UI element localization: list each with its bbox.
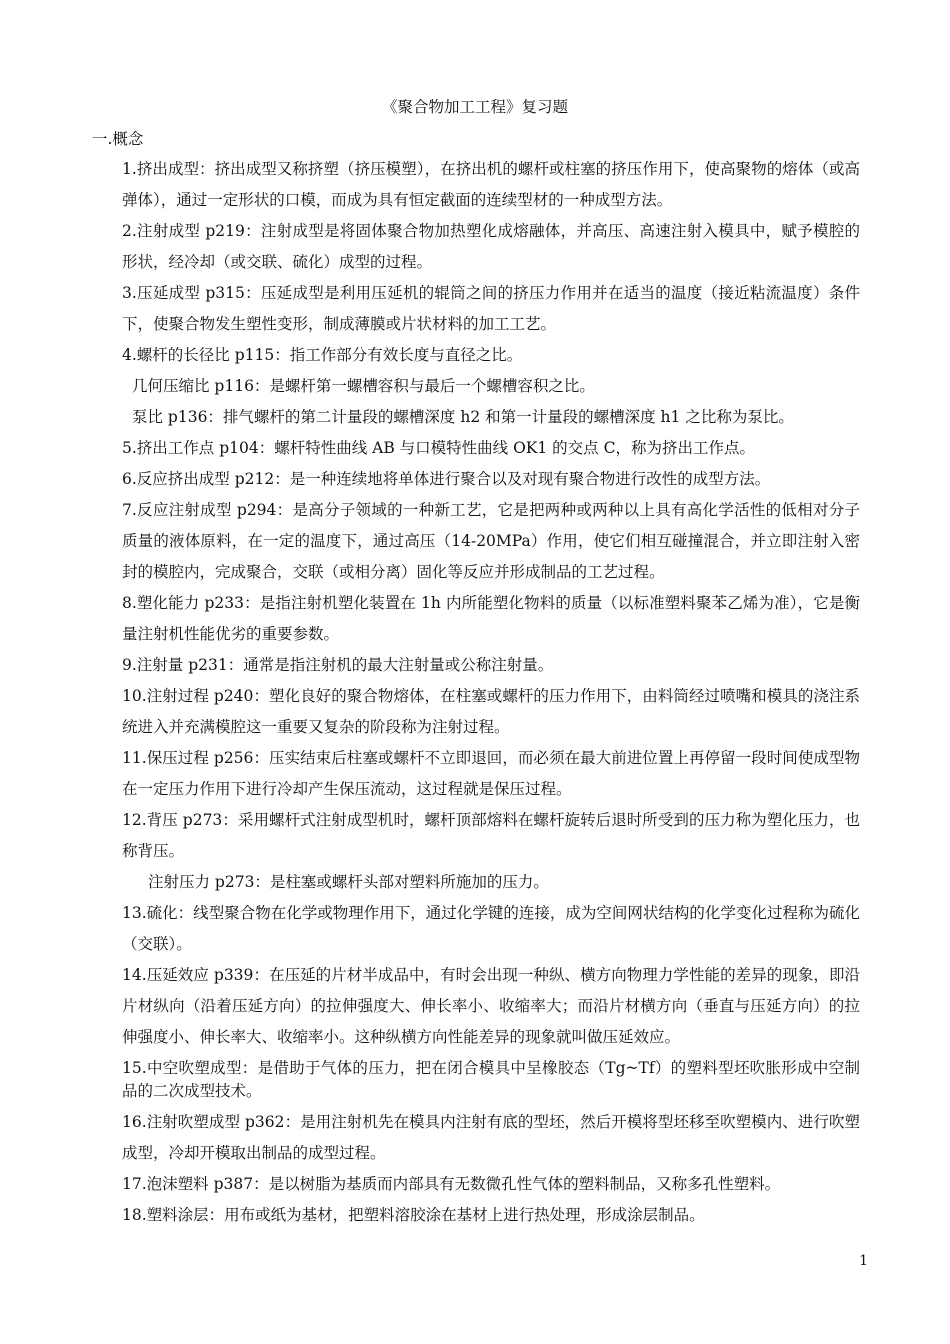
list-item: 12.背压 p273：采用螺杆式注射成型机时，螺杆顶部熔料在螺杆旋转后退时所受到的压力称为塑化压力，也称背压。 [122,811,860,860]
list-item: 8.塑化能力 p233：是指注射机塑化装置在 1h 内所能塑化物料的质量（以标准塑料聚苯乙烯为准），它是衡量注射机性能优劣的重要参数。 [122,594,860,643]
list-item: 3.压延成型 p315：压延成型是利用压延机的辊筒之间的挤压力作用并在适当的温度（接近粘流温度）条件下，使聚合物发生塑性变形，制成薄膜或片状材料的加工工艺。 [122,284,860,333]
list-item: 泵比 p136：排气螺杆的第二计量段的螺槽深度 h2 和第一计量段的螺槽深度 h1 之比称为泵比。 [132,408,794,426]
list-item: 17.泡沫塑料 p387：是以树脂为基质而内部具有无数微孔性气体的塑料制品，又称多孔性塑料。 [122,1175,781,1193]
section-heading: 一.概念 [92,130,144,148]
list-item: 10.注射过程 p240：塑化良好的聚合物熔体，在柱塞或螺杆的压力作用下，由料筒经过喷嘴和模具的浇注系统进入并充满模腔这一重要又复杂的阶段称为注射过程。 [122,687,860,736]
list-item: 18.塑料涂层：用布或纸为基材，把塑料溶胶涂在基材上进行热处理，形成涂层制品。 [122,1206,705,1224]
list-item: 2.注射成型 p219：注射成型是将固体聚合物加热塑化成熔融体，并高压、高速注射入模具中，赋予模腔的形状，经冷却（或交联、硫化）成型的过程。 [122,222,860,271]
document-title: 《聚合物加工工程》复习题 [381,98,568,116]
list-item: 注射压力 p273：是柱塞或螺杆头部对塑料所施加的压力。 [148,873,549,891]
list-item: 16.注射吹塑成型 p362：是用注射机先在模具内注射有底的型坯，然后开模将型坯移至吹塑模内、进行吹塑成型，冷却开模取出制品的成型过程。 [122,1113,860,1162]
list-item: 9.注射量 p231：通常是指注射机的最大注射量或公称注射量。 [122,656,554,674]
definition-list [92,154,860,1231]
list-item: 7.反应注射成型 p294：是高分子领域的一种新工艺，它是把两种或两种以上具有高化学活性的低相对分子质量的液体原料，在一定的温度下，通过高压（14-20MPa）作用，使它们相互碰撞混合，并立即注射入密封的模腔内，完成聚合，交联（或相分离）固化等反应并形成制品的工艺过程。 [122,501,860,581]
list-item: 14.压延效应 p339：在压延的片材半成品中，有时会出现一种纵、横方向物理力学性能的差异的现象，即沿片材纵向（沿着压延方向）的拉伸强度大、伸长率小、收缩率大；而沿片材横方向（垂直与压延方向）的拉伸强度小、伸长率大、收缩率小。这种纵横方向性能差异的现象就叫做压延效应。 [122,966,860,1046]
list-item: 15.中空吹塑成型：是借助于气体的压力，把在闭合模具中呈橡胶态（Tg~Tf）的塑料型坯吹胀形成中空制品的二次成型技术。 [122,1059,860,1100]
list-item: 5.挤出工作点 p104：螺杆特性曲线 AB 与口模特性曲线 OK1 的交点 C，称为挤出工作点。 [122,439,755,457]
list-item: 几何压缩比 p116：是螺杆第一螺槽容积与最后一个螺槽容积之比。 [132,377,595,395]
list-item: 1.挤出成型：挤出成型又称挤塑（挤压模塑），在挤出机的螺杆或柱塞的挤压作用下，使高聚物的熔体（或高弹体），通过一定形状的口模，而成为具有恒定截面的连续型材的一种成型方法。 [122,160,860,209]
list-item: 4.螺杆的长径比 p115：指工作部分有效长度与直径之比。 [122,346,523,364]
page-number: 1 [859,1253,868,1269]
list-item: 13.硫化：线型聚合物在化学或物理作用下，通过化学键的连接，成为空间网状结构的化学变化过程称为硫化（交联）。 [122,904,860,953]
list-item: 6.反应挤出成型 p212：是一种连续地将单体进行聚合以及对现有聚合物进行改性的成型方法。 [122,470,771,488]
list-item: 11.保压过程 p256：压实结束后柱塞或螺杆不立即退回，而必须在最大前进位置上再停留一段时间使成型物在一定压力作用下进行冷却产生保压流动，这过程就是保压过程。 [122,749,860,798]
